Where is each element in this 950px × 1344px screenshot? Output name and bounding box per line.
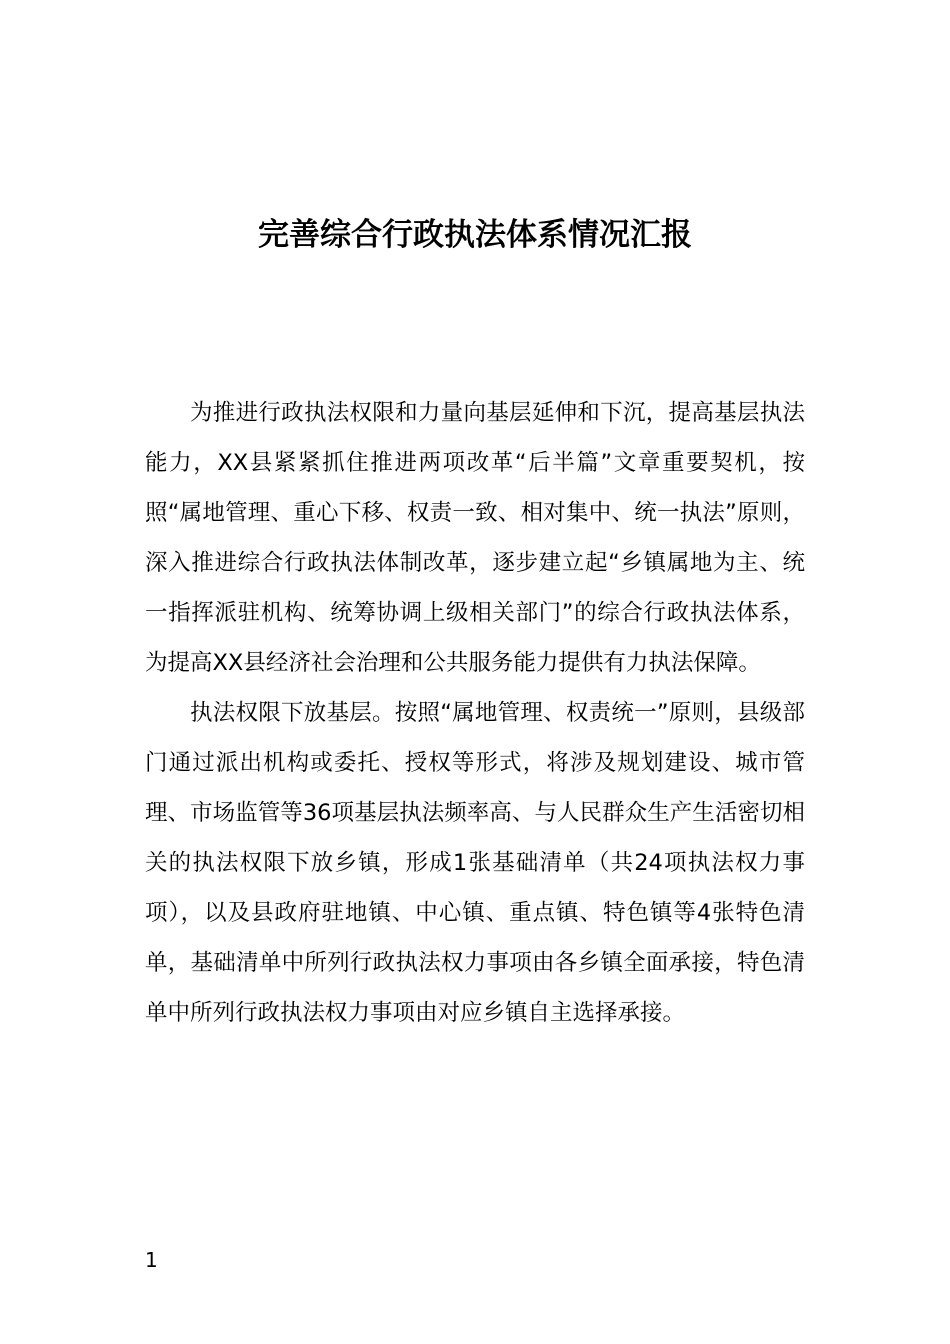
document-body [145,388,805,1038]
document-title: 完善综合行政执法体系情况汇报 [258,217,692,253]
page-number: 1 [145,1248,158,1272]
paragraph-intro: 为推进行政执法权限和力量向基层延伸和下沉，提高基层执法能力，XX县紧紧抓住推进两项改革“后半篇”文章重要契机，按照“属地管理、重心下移、权责一致、相对集中、统一执法”原则，深入推进综合行政执法体制改革，逐步建立起“乡镇属地为主、统一指挥派驻机构、统筹协调上级相关部门”的综合行政执法体系，为提高XX县经济社会治理和公共服务能力提供有力执法保障。 [145,400,805,676]
paragraph-enforcement-delegation: 执法权限下放基层。按照“属地管理、权责统一”原则，县级部门通过派出机构或委托、授权等形式，将涉及规划建设、城市管理、市场监管等36项基层执法频率高、与人民群众生产生活密切相关的执法权限下放乡镇，形成1张基础清单（共24项执法权力事项），以及县政府驻地镇、中心镇、重点镇、特色镇等4张特色清单，基础清单中所列行政执法权力事项由各乡镇全面承接，特色清单中所列行政执法权力事项由对应乡镇自主选择承接。 [145,700,805,1026]
